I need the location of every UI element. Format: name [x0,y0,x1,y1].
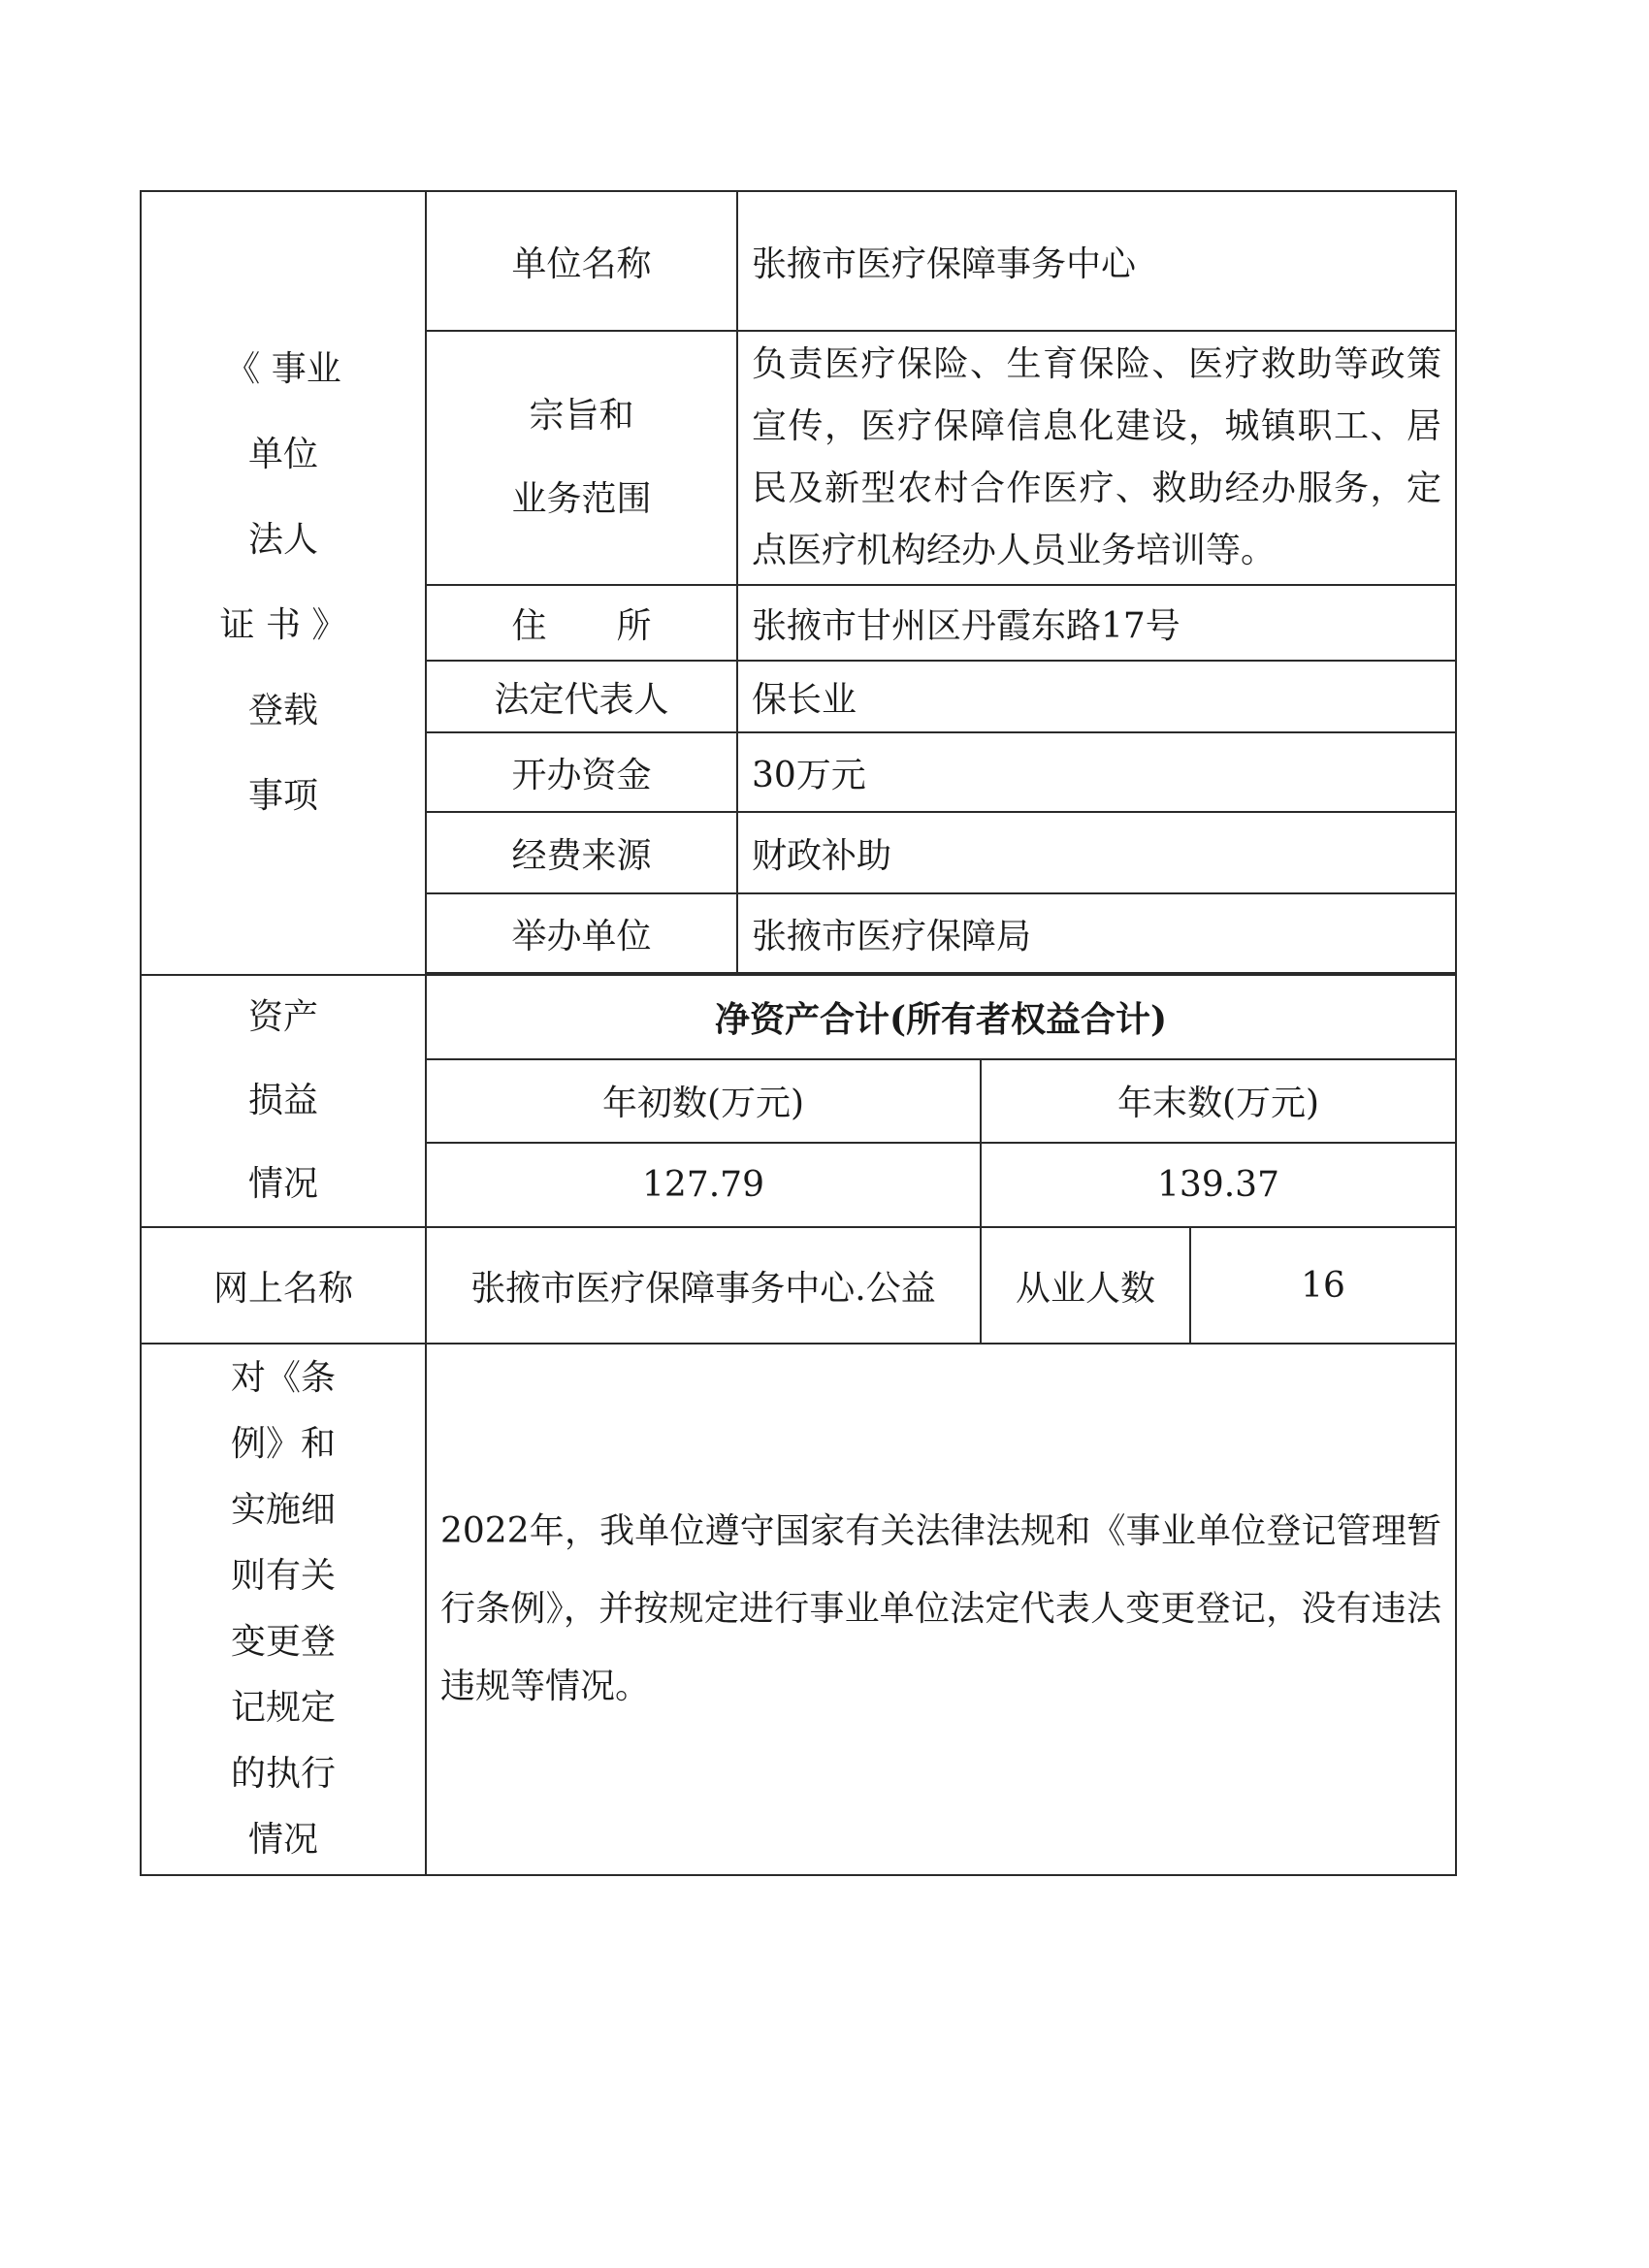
assets-section-label: 资产 损益 情况 [141,975,426,1227]
capital-label: 开办资金 [426,732,737,812]
staff-count-label: 从业人数 [981,1227,1190,1344]
end-year-value: 139.37 [981,1143,1456,1227]
online-name-label: 网上名称 [141,1227,426,1344]
begin-year-value: 127.79 [426,1143,981,1227]
address-value: 张掖市甘州区丹霞东路17号 [737,585,1456,661]
end-year-label: 年末数(万元) [981,1059,1456,1144]
net-assets-header: 净资产合计(所有者权益合计) [426,975,1456,1059]
begin-year-label: 年初数(万元) [426,1059,981,1144]
compliance-text: 2022年，我单位遵守国家有关法律法规和《事业单位登记管理暂行条例》，并按规定进行事业单位法定代表人变更登记，没有违法违规等情况。 [426,1344,1456,1875]
capital-value: 30万元 [737,732,1456,812]
unit-name-value: 张掖市医疗保障事务中心 [737,191,1456,331]
online-name-value: 张掖市医疗保障事务中心.公益 [426,1227,981,1344]
staff-count-value: 16 [1190,1227,1456,1344]
compliance-label: 对《条 例》和 实施细 则有关 变更登 记规定 的执行 情况 [141,1344,426,1875]
funding-value: 财政补助 [737,812,1456,893]
legal-rep-value: 保长业 [737,661,1456,732]
unit-name-label: 单位名称 [426,191,737,331]
sponsor-value: 张掖市医疗保障局 [737,893,1456,973]
sponsor-label: 举办单位 [426,893,737,973]
purpose-label: 宗旨和 业务范围 [426,331,737,585]
legal-rep-label: 法定代表人 [426,661,737,732]
registration-form-table [140,190,1457,1876]
purpose-value: 负责医疗保险、生育保险、医疗救助等政策宣传，医疗保障信息化建设，城镇职工、居民及新型农村合作医疗、救助经办服务，定点医疗机构经办人员业务培训等。 [737,331,1456,585]
address-label: 住 所 [426,585,737,661]
registration-section-label: 《 事业 单位 法人 证 书 》 登载 事项 [141,191,426,975]
funding-label: 经费来源 [426,812,737,893]
